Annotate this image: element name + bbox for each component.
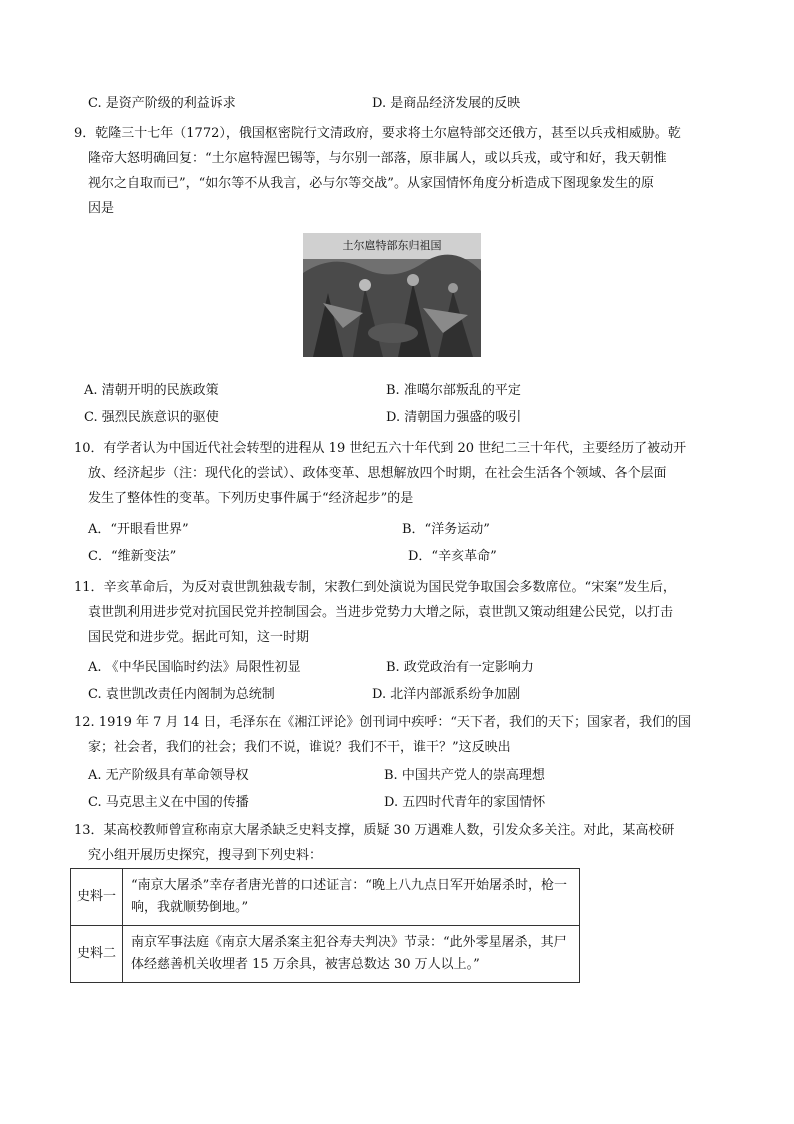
q12-option-d: D. 五四时代青年的家国情怀 (384, 795, 546, 810)
q11-stem-line-2: 袁世凯利用进步党对抗国民党并控制国会。当进步党势力大增之际，袁世凯又策动组建公民党，以打击 (88, 605, 674, 620)
q11-option-a: A. 《中华民国临时约法》局限性初显 (88, 660, 301, 675)
q9-stem-line-1: 9．乾隆三十七年（1772），俄国枢密院行文清政府，要求将土尔扈特部交还俄方，甚至以兵戎相威胁。乾 (74, 126, 681, 141)
q9-option-b: B. 准噶尔部叛乱的平定 (386, 383, 521, 398)
q8-option-d: D. 是商品经济发展的反映 (372, 96, 521, 111)
q9-stem-line-2: 隆帝大怒明确回复：“土尔扈特渥巴锡等，与尔别一部落，原非属人，或以兵戎，或守和好，我天朝惟 (88, 151, 667, 166)
q13-stem-line-1: 13．某高校教师曾宣称南京大屠杀缺乏史料支撑，质疑 30 万遇难人数，引发众多关注。对此，某高校研 (74, 823, 675, 838)
source-table (70, 868, 580, 983)
source-text: “南京大屠杀”幸存者唐光普的口述证言：“晚上八九点日军开始屠杀时，枪一响，我就顺势倒地。” (123, 869, 580, 926)
q10-stem-line-3: 发生了整体性的变革。下列历史事件属于“经济起步”的是 (88, 491, 414, 506)
q12-option-a: A. 无产阶级具有革命领导权 (88, 768, 249, 783)
q11-option-d: D. 北洋内部派系纷争加剧 (372, 687, 521, 702)
table-row (71, 926, 580, 983)
q10-option-b: B．“洋务运动” (402, 522, 490, 537)
q13-stem-line-2: 究小组开展历史探究，搜寻到下列史料： (88, 848, 323, 863)
q11-option-b: B. 政党政治有一定影响力 (386, 660, 534, 675)
q9-stem-line-3: 视尔之自取而已”，“如尔等不从我言，必与尔等交战”。从家国情怀角度分析造成下图现象发生的原 (88, 176, 654, 191)
q10-stem-line-1: 10．有学者认为中国近代社会转型的进程从 19 世纪五六十年代到 20 世纪二三十年代，主要经历了被动开 (74, 441, 687, 456)
q10-option-c: C．“维新变法” (88, 549, 177, 564)
image-caption: 土尔扈特部东归祖国 (342, 239, 442, 252)
q12-option-c: C. 马克思主义在中国的传播 (88, 795, 249, 810)
q9-option-d: D. 清朝国力强盛的吸引 (386, 410, 522, 425)
q9-stem-line-4: 因是 (88, 201, 115, 216)
q9-option-c: C. 强烈民族意识的驱使 (84, 410, 219, 425)
source-label: 史料一 (71, 869, 123, 926)
q9-illustration (303, 233, 481, 357)
q12-stem-line-1: 12. 1919 年 7 月 14 日，毛泽东在《湘江评论》创刊词中疾呼：“天下者，我们的天下；国家者，我们的国 (74, 715, 692, 730)
q11-option-c: C. 袁世凯改责任内阁制为总统制 (88, 687, 275, 702)
q10-stem-line-2: 放、经济起步（注：现代化的尝试）、政体变革、思想解放四个时期，在社会生活各个领域、各个层面 (88, 466, 667, 481)
source-label: 史料二 (71, 926, 123, 983)
q11-stem-line-3: 国民党和进步党。据此可知，这一时期 (88, 630, 310, 645)
q9-option-a: A. 清朝开明的民族政策 (84, 383, 219, 398)
q8-option-c: C. 是资产阶级的利益诉求 (88, 96, 236, 111)
q11-stem-line-1: 11．辛亥革命后，为反对袁世凯独裁专制，宋教仁到处演说为国民党争取国会多数席位。“宋案”发生后， (74, 580, 676, 595)
q10-option-d: D．“辛亥革命” (408, 549, 497, 564)
source-text: 南京军事法庭《南京大屠杀案主犯谷寿夫判决》节录：“此外零星屠杀，其尸体经慈善机关收埋者 15 万余具，被害总数达 30 万人以上。” (123, 926, 580, 983)
q12-option-b: B. 中国共产党人的崇高理想 (384, 768, 545, 783)
q12-stem-line-2: 家；社会者，我们的社会；我们不说，谁说？我们不干，谁干？”这反映出 (88, 740, 511, 755)
table-row (71, 869, 580, 926)
q10-option-a: A．“开眼看世界” (88, 522, 189, 537)
